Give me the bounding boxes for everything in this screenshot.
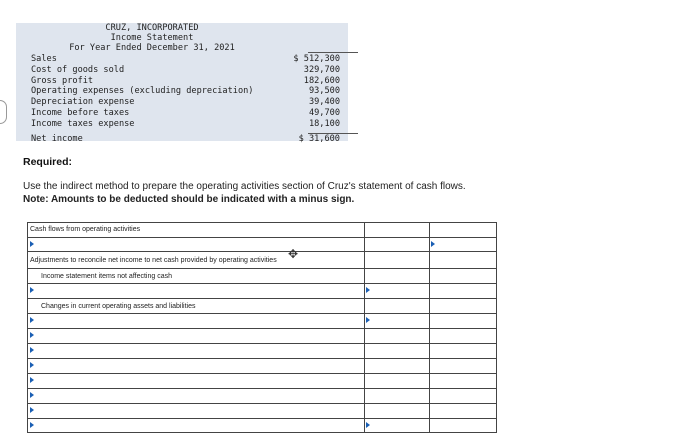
amount-input[interactable] — [365, 389, 429, 403]
dropdown-marker-icon[interactable] — [30, 377, 34, 383]
dropdown-marker-icon[interactable] — [30, 362, 34, 368]
input-marker-icon — [366, 422, 370, 428]
line-value: 18,100 — [308, 118, 340, 129]
amount-input[interactable] — [365, 314, 429, 328]
row-label-input[interactable] — [28, 389, 364, 403]
row-label-input[interactable] — [28, 404, 364, 418]
amount-input[interactable] — [365, 284, 429, 298]
line-value: $ 31,600 — [298, 133, 340, 144]
row-label-input[interactable] — [28, 359, 364, 373]
line-label: Gross profit — [31, 75, 94, 86]
amount-input[interactable] — [430, 238, 496, 251]
row-label-input[interactable] — [28, 344, 364, 358]
row-label-input[interactable] — [28, 284, 364, 298]
page-edge-bracket — [0, 100, 7, 124]
income-statement — [16, 23, 348, 144]
statement-line-gross-profit — [16, 76, 348, 87]
statement-header — [16, 23, 288, 55]
row-label-input[interactable] — [28, 419, 364, 432]
row-label-input[interactable] — [28, 329, 364, 343]
statement-line-depreciation — [16, 97, 348, 108]
statement-period: For Year Ended December 31, 2021 — [69, 43, 235, 53]
grid-line — [27, 268, 497, 269]
cash-flows-header: Cash flows from operating activities — [30, 226, 141, 233]
amount-input[interactable] — [430, 419, 496, 432]
line-label: Operating expenses (excluding depreciation) — [31, 86, 254, 97]
statement-line-sales — [16, 54, 348, 65]
dropdown-marker-icon[interactable] — [30, 407, 34, 413]
line-value: 93,500 — [308, 86, 340, 97]
mouse-pointer-icon: ✥ — [288, 247, 299, 261]
line-value: $ 512,300 — [293, 54, 340, 64]
row-label-input[interactable] — [28, 238, 364, 251]
input-marker-icon — [431, 241, 435, 247]
instructions — [23, 180, 466, 206]
line-value: 329,700 — [303, 64, 340, 75]
dropdown-marker-icon[interactable] — [30, 317, 34, 323]
instruction-text: Use the indirect method to prepare the operating activities section of Cruz's statement of cash flows. — [23, 181, 466, 192]
noncash-items-label: Income statement items not affecting cash — [41, 273, 172, 280]
line-label: Income before taxes — [31, 107, 130, 118]
statement-line-income-taxes — [16, 119, 348, 130]
statement-line-net-income — [16, 132, 348, 146]
statement-line-operating-expenses — [16, 86, 348, 97]
statement-lines — [16, 54, 348, 146]
changes-label: Changes in current operating assets and liabilities — [41, 303, 196, 310]
dropdown-marker-icon[interactable] — [30, 287, 34, 293]
amount-input[interactable] — [365, 344, 429, 358]
grid-line — [27, 298, 497, 299]
grid-line — [27, 251, 497, 252]
required-heading: Required: — [23, 156, 73, 168]
amount-input[interactable] — [365, 374, 429, 388]
amount-input[interactable] — [365, 359, 429, 373]
statement-line-income-before-taxes — [16, 108, 348, 119]
instruction-note: Note: Amounts to be deducted should be indicated with a minus sign. — [23, 194, 355, 205]
dropdown-marker-icon[interactable] — [30, 347, 34, 353]
input-marker-icon — [366, 287, 370, 293]
grid-line — [27, 222, 497, 223]
input-marker-icon — [366, 317, 370, 323]
line-value: 49,700 — [308, 107, 340, 118]
amount-input[interactable] — [365, 329, 429, 343]
statement-title: Income Statement — [110, 33, 194, 43]
cash-flow-worksheet — [27, 222, 497, 433]
net-income-top-rule — [308, 133, 358, 134]
line-label: Cost of goods sold — [31, 64, 125, 75]
dropdown-marker-icon[interactable] — [30, 422, 34, 428]
dropdown-marker-icon[interactable] — [30, 241, 34, 247]
row-label-input[interactable] — [28, 314, 364, 328]
amount-input[interactable] — [365, 404, 429, 418]
line-label: Net income — [31, 133, 83, 144]
line-value: 182,600 — [303, 75, 340, 86]
row-label-input[interactable] — [28, 374, 364, 388]
value-column-rule — [308, 52, 358, 53]
line-label: Depreciation expense — [31, 97, 135, 108]
adjustments-label: Adjustments to reconcile net income to net cash provided by operating activities — [30, 257, 277, 264]
dropdown-marker-icon[interactable] — [30, 392, 34, 398]
line-label: Sales — [31, 54, 57, 64]
grid-line — [27, 432, 497, 433]
company-name: CRUZ, INCORPORATED — [105, 23, 199, 33]
dropdown-marker-icon[interactable] — [30, 332, 34, 338]
statement-line-cogs — [16, 65, 348, 76]
line-value: 39,400 — [308, 97, 340, 108]
line-label: Income taxes expense — [31, 118, 135, 129]
